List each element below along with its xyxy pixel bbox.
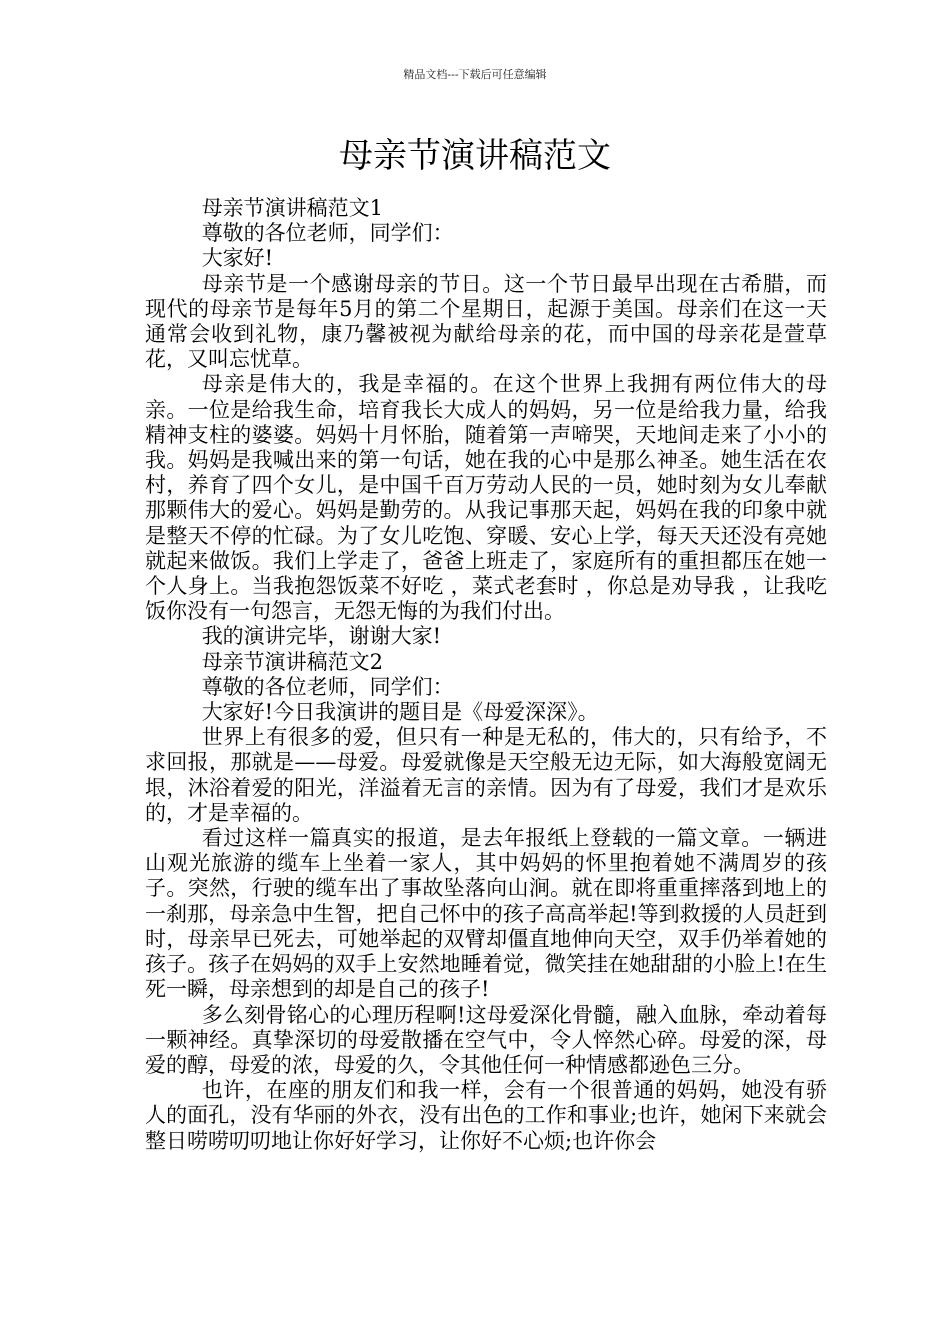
paragraph-great-mothers: 母亲是伟大的，我是幸福的。在这个世界上我拥有两位伟大的母亲。一位是给我生命，培育我长大成人的妈妈，另一位是给我力量，给我精神支柱的婆婆。妈妈十月怀胎，随着第一声啼哭，天地间走来了小小的我。妈妈是我喊出来的第一句话，她在我的心中是那么神圣。她生活在农村，养育了四个女儿，是中国千百万劳动人民的一员，她时刻为女儿奉献那颗伟大的爱心。妈妈是勤劳的。从我记事那天起，妈妈在我的印象中就是整天不停的忙碌。为了女儿吃饱、穿暖、安心上学，每天天还没有亮她就起来做饭。我们上学走了，爸爸上班走了，家庭所有的重担都压在她一个人身上。当我抱怨饭菜不好吃 ，菜式老套时 ，你总是劝导我 ，让我吃饭你没有一句怨言，无怨无悔的为我们付出。	[145, 372, 827, 624]
salutation-2: 尊敬的各位老师，同学们：	[201, 674, 454, 699]
paragraph-selfless-love: 世界上有很多的爱，但只有一种是无私的，伟大的，只有给予，不求回报，那就是——母爱。母爱就像是天空般无边无际，如大海般宽阔无垠，沐浴着爱的阳光，洋溢着无言的亲情。因为有了母爱，我们才是欢乐的，才是幸福的。	[145, 725, 827, 825]
greeting-2: 大家好!今日我演讲的题目是《母爱深深》。	[201, 700, 599, 725]
header-note: 精品文档---下载后可任意编辑	[403, 68, 547, 81]
document-title: 母亲节演讲稿范文	[339, 136, 611, 176]
closing-1: 我的演讲完毕，谢谢大家!	[201, 624, 442, 649]
paragraph-deep-love: 多么刻骨铭心的心理历程啊!这母爱深化骨髓，融入血脉，牵动着每一颗神经。真挚深切的母爱散播在空气中，令人悴然心碎。母爱的深，母爱的醇，母爱的浓，母爱的久，令其他任何一种情感都逊色三分。	[145, 1002, 827, 1077]
section-heading-2: 母亲节演讲稿范文2	[201, 649, 384, 674]
greeting-1: 大家好!	[201, 246, 274, 271]
salutation-1: 尊敬的各位老师，同学们：	[201, 221, 454, 246]
paragraph-cable-car-story: 看过这样一篇真实的报道，是去年报纸上登载的一篇文章。一辆进山观光旅游的缆车上坐着一家人，其中妈妈的怀里抱着她不满周岁的孩子。突然，行驶的缆车出了事故坠落向山涧。就在即将重重摔落到地上的一刹那，母亲急中生智，把自己怀中的孩子高高举起!等到救援的人员赶到时，母亲早已死去，可她举起的双臂却僵直地伸向天空，双手仍举着她的孩子。孩子在妈妈的双手上安然地睡着觉，微笑挂在她甜甜的小脸上!在生死一瞬，母亲想到的却是自己的孩子!	[145, 826, 827, 1002]
paragraph-mothers-day-origin: 母亲节是一个感谢母亲的节日。这一个节日最早出现在古希腊，而现代的母亲节是每年5月的第二个星期日，起源于美国。母亲们在这一天通常会收到礼物，康乃馨被视为献给母亲的花，而中国的母亲花是萱草花，又叫忘忧草。	[145, 271, 827, 372]
document-body	[145, 196, 827, 1154]
paragraph-ordinary-mother: 也许，在座的朋友们和我一样，会有一个很普通的妈妈，她没有骄人的面孔，没有华丽的外衣，没有出色的工作和事业;也许，她闲下来就会整日唠唠叨叨地让你好好学习，让你好不心烦;也许你会	[145, 1078, 827, 1153]
section-heading-1: 母亲节演讲稿范文1	[201, 196, 384, 220]
